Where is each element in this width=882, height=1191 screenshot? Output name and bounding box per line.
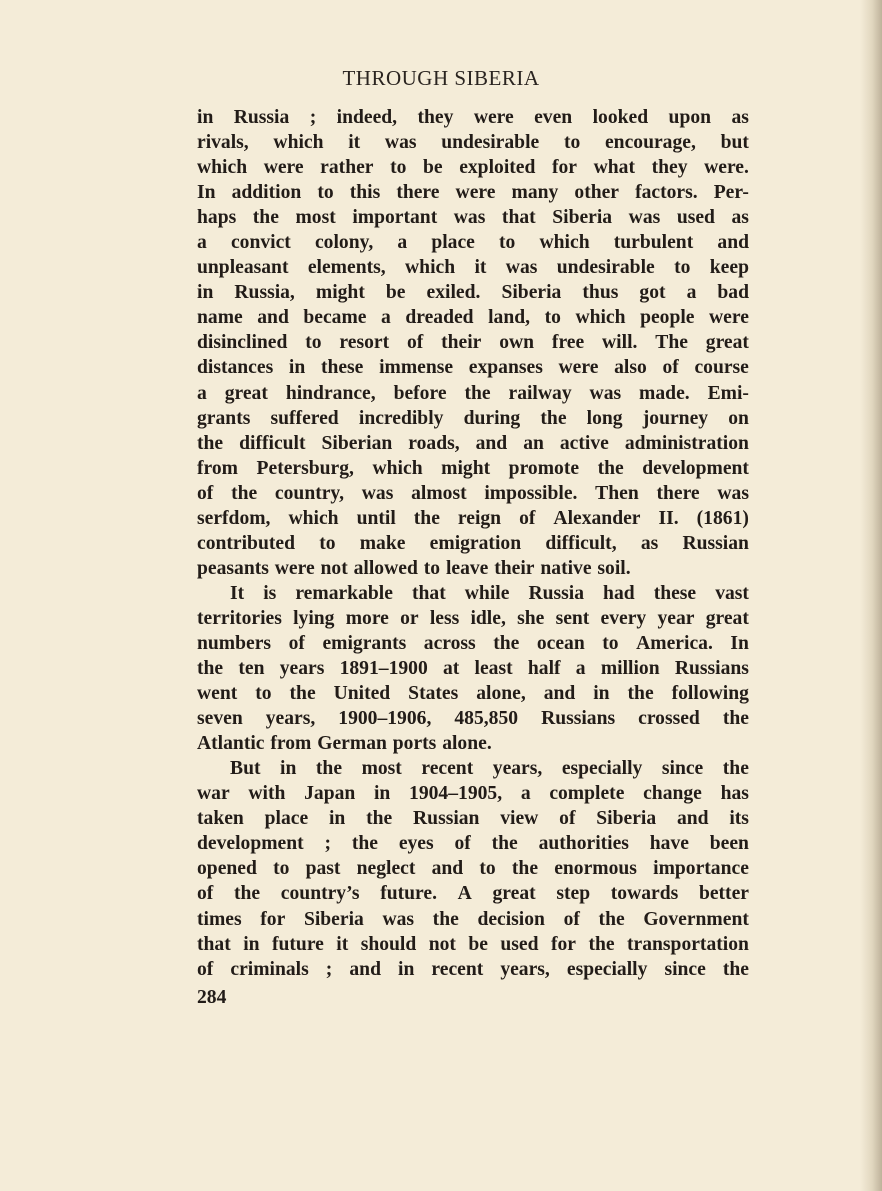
text-line: the difficult Siberian roads, and an active administration	[197, 432, 749, 454]
text-line: times for Siberia was the decision of the Government	[197, 908, 749, 930]
text-line: unpleasant elements, which it was undesirable to keep	[197, 257, 749, 279]
text-line: that in future it should not be used for the transportation	[197, 933, 749, 955]
text-line: serfdom, which until the reign of Alexander II. (1861)	[197, 507, 749, 529]
text-line: contributed to make emigration difficult, as Russian	[197, 532, 749, 554]
text-line: from Petersburg, which might promote the development	[197, 457, 749, 479]
page-number: 284	[197, 987, 227, 1008]
text-line: grants suffered incredibly during the long journey on	[197, 407, 749, 429]
text-line: of the country’s future. A great step towards better	[197, 883, 749, 905]
text-line: opened to past neglect and to the enormous importance	[197, 858, 749, 880]
text-line: the ten years 1891–1900 at least half a million Russians	[197, 658, 749, 680]
text-line: It is remarkable that while Russia had these vast	[230, 582, 749, 604]
text-line: development ; the eyes of the authorities have been	[197, 833, 749, 855]
text-line: seven years, 1900–1906, 485,850 Russians crossed the	[197, 708, 749, 730]
text-line: taken place in the Russian view of Siberia and its	[197, 808, 749, 830]
text-line: a convict colony, a place to which turbulent and	[197, 232, 749, 254]
body-text	[197, 105, 749, 982]
text-line: peasants were not allowed to leave their native soil.	[197, 557, 631, 579]
text-line: In addition to this there were many other factors. Per-	[197, 182, 749, 204]
text-line: war with Japan in 1904–1905, a complete change has	[197, 783, 749, 805]
text-line: which were rather to be exploited for what they were.	[197, 157, 749, 179]
text-line: haps the most important was that Siberia was used as	[197, 207, 749, 229]
text-line: of criminals ; and in recent years, especially since the	[197, 958, 749, 980]
text-line: a great hindrance, before the railway was made. Emi-	[197, 382, 749, 404]
text-line: name and became a dreaded land, to which people were	[197, 307, 749, 329]
text-line: disinclined to resort of their own free will. The great	[197, 332, 749, 354]
text-line: distances in these immense expanses were also of course	[197, 357, 749, 379]
text-line: went to the United States alone, and in the following	[197, 683, 749, 705]
text-line: rivals, which it was undesirable to encourage, but	[197, 132, 749, 154]
text-line: But in the most recent years, especially since the	[230, 758, 749, 780]
text-line: in Russia ; indeed, they were even looked upon as	[197, 107, 749, 128]
text-line: in Russia, might be exiled. Siberia thus got a bad	[197, 282, 749, 304]
text-line: territories lying more or less idle, she sent every year great	[197, 607, 749, 629]
text-line: of the country, was almost impossible. Then there was	[197, 482, 749, 504]
text-line: Atlantic from German ports alone.	[197, 733, 492, 755]
text-line: numbers of emigrants across the ocean to America. In	[197, 632, 749, 654]
running-head: THROUGH SIBERIA	[342, 66, 540, 90]
